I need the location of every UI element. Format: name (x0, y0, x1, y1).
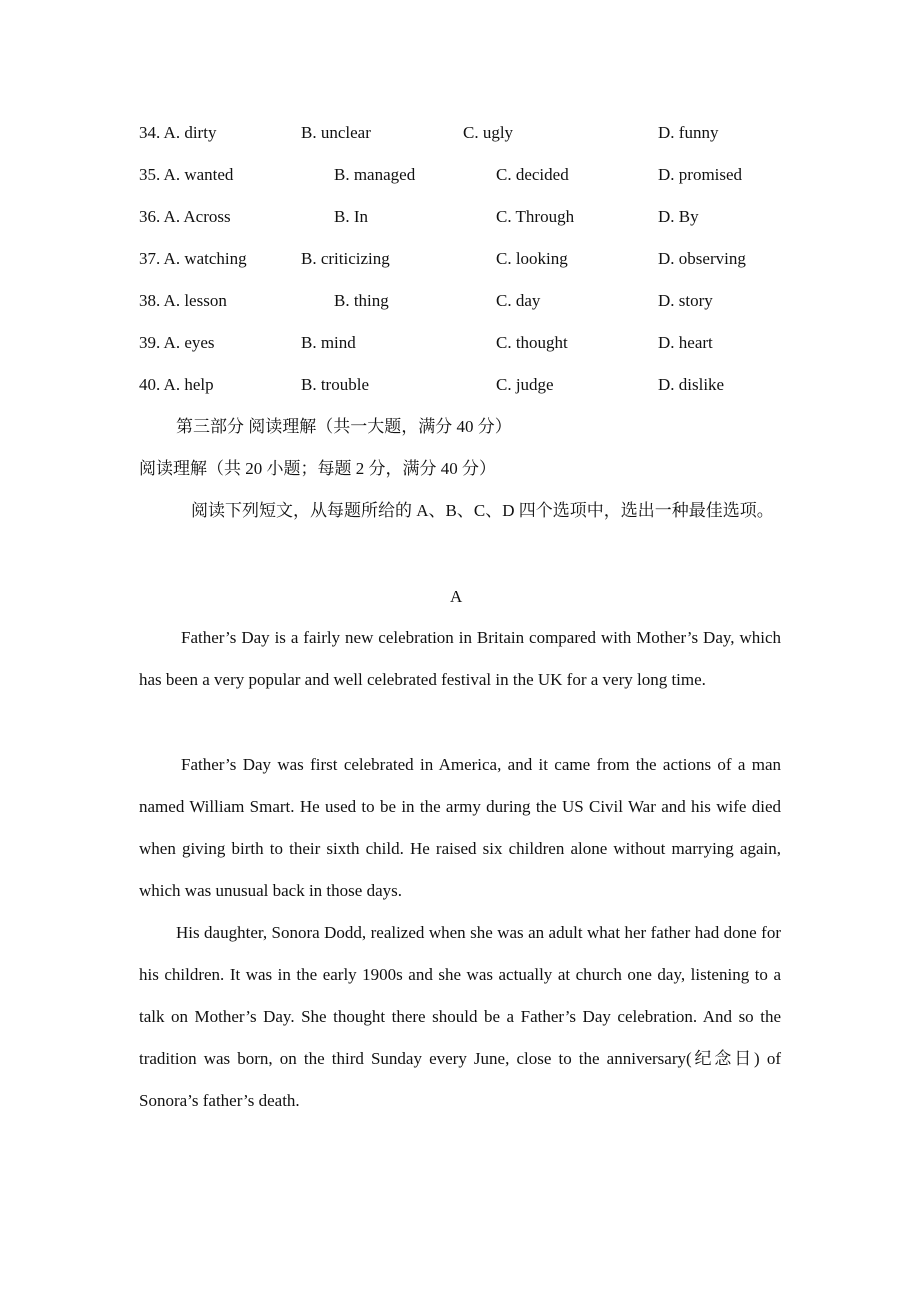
passage-paragraph-3: His daughter, Sonora Dodd, realized when she was an adult what her father had done for his children. It was in the early 1900s and she was actually at church one day, listening to a talk on Mother’s Day. She thought there should be a Father’s Day celebration. And so the tradition was born, on the third Sunday every June, close to the anniversary(纪念日) of Sonora’s father’s death. (139, 923, 781, 1110)
option-c: C. decided (496, 165, 569, 184)
option-b: B. unclear (301, 123, 371, 142)
option-b: B. managed (334, 165, 416, 184)
option-d: D. observing (658, 249, 746, 268)
option-d: D. dislike (658, 375, 725, 394)
option-b: B. criticizing (301, 249, 390, 268)
passage-paragraph-1: Father’s Day is a fairly new celebration in Britain compared with Mother’s Day, which has been a very popular and well celebrated festival in the UK for a very long time. (139, 628, 781, 689)
option-b: B. mind (301, 333, 356, 352)
option-b: B. In (334, 207, 368, 226)
option-a: 34. A. dirty (139, 123, 217, 142)
option-c: C. looking (496, 249, 568, 268)
option-d: D. promised (658, 165, 743, 184)
option-a: 39. A. eyes (139, 333, 215, 352)
option-d: D. By (658, 207, 699, 226)
option-d: D. story (658, 291, 713, 310)
option-b: B. trouble (301, 375, 369, 394)
section-title: 第三部分 阅读理解（共一大题，满分 40 分） (176, 417, 512, 436)
option-a: 35. A. wanted (139, 165, 234, 184)
option-d: D. funny (658, 123, 719, 142)
section-instruction: 阅读下列短文，从每题所给的 A、B、C、D 四个选项中，选出一种最佳选项。 (191, 501, 774, 520)
option-c: C. day (496, 291, 541, 310)
option-b: B. thing (334, 291, 389, 310)
option-c: C. Through (496, 207, 575, 226)
passage-label: A (450, 587, 463, 606)
option-a: 40. A. help (139, 375, 214, 394)
option-c: C. thought (496, 333, 568, 352)
passage-paragraph-2: Father’s Day was first celebrated in America, and it came from the actions of a man named William Smart. He used to be in the army during the US Civil War and his wife died when giving birth to their sixth child. He raised six children alone without marrying again, which was unusual back in those days. (139, 755, 781, 900)
option-a: 36. A. Across (139, 207, 231, 226)
option-c: C. judge (496, 375, 554, 394)
section-subtitle: 阅读理解（共 20 小题；每题 2 分，满分 40 分） (139, 459, 496, 478)
option-a: 38. A. lesson (139, 291, 227, 310)
option-c: C. ugly (463, 123, 514, 142)
option-a: 37. A. watching (139, 249, 247, 268)
option-d: D. heart (658, 333, 713, 352)
